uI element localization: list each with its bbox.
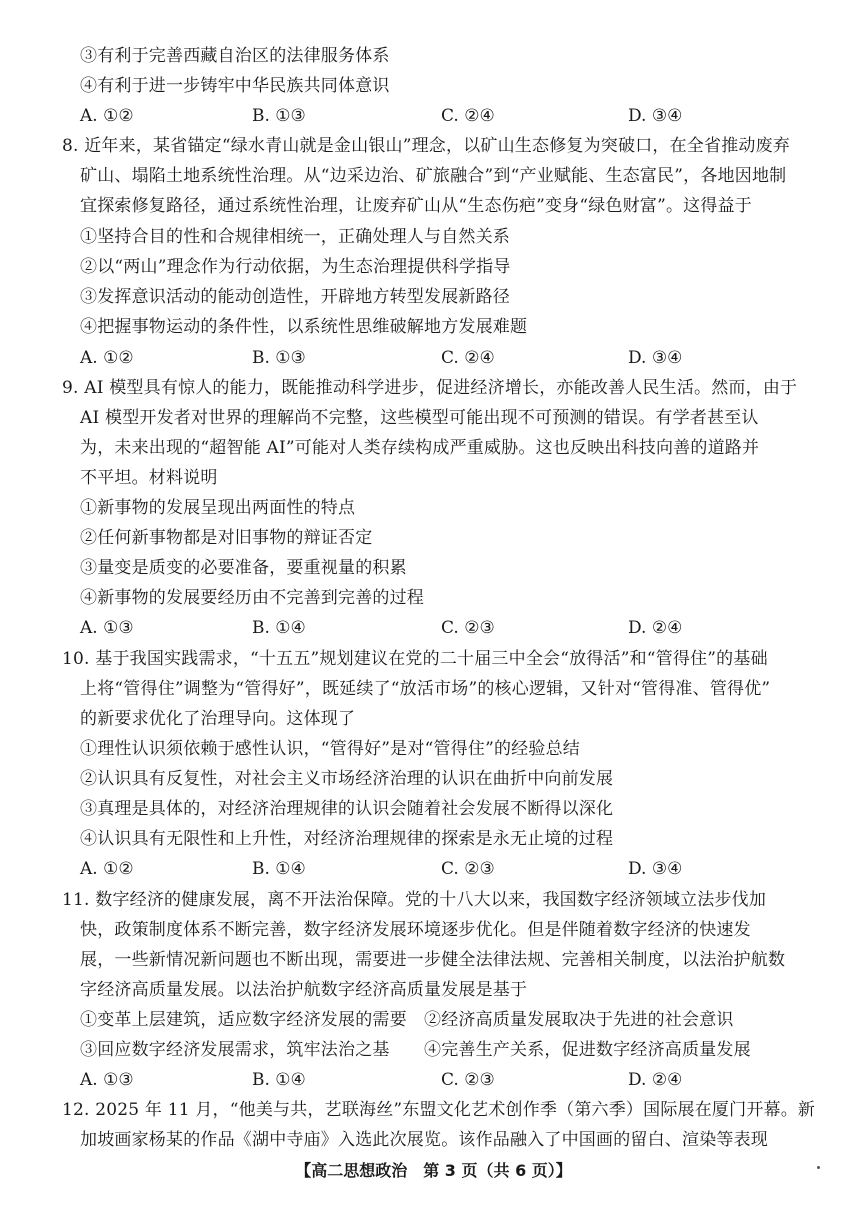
choice-b: B. ①③ bbox=[252, 106, 306, 126]
question-8-stem: 宜探索修复路径，通过系统性治理，让废弃矿山从“生态伤疤”变身“绿色财富”。这得益于 bbox=[80, 196, 752, 216]
choice-a: A. ①② bbox=[80, 348, 134, 368]
option-line: ②认识具有反复性，对社会主义市场经济治理的认识在曲折中向前发展 bbox=[80, 769, 614, 789]
choice-d: D. ③④ bbox=[628, 348, 683, 368]
question-11-stem: 展，一些新情况新问题也不断出现，需要进一步健全法律法规、完善相关制度，以法治护航数 bbox=[80, 950, 786, 970]
question-9-stem: 为，未来出现的“超智能 AI”可能对人类存续构成严重威胁。这也反映出科技向善的道路并 bbox=[80, 438, 760, 458]
choice-c: C. ②④ bbox=[441, 348, 495, 368]
option-line: ④有利于进一步铸牢中华民族共同体意识 bbox=[80, 76, 390, 96]
choice-b: B. ①④ bbox=[252, 859, 306, 879]
option-line: ③回应数字经济发展需求，筑牢法治之基 ④完善生产关系，促进数字经济高质量发展 bbox=[80, 1040, 751, 1060]
choice-c: C. ②③ bbox=[441, 618, 495, 638]
choices-q11 bbox=[80, 1069, 800, 1091]
scan-dot bbox=[817, 1166, 820, 1169]
question-10-stem: 上将“管得住”调整为“管得好”，既延续了“放活市场”的核心逻辑，又针对“管得准、管得优” bbox=[80, 679, 771, 699]
choice-a: A. ①② bbox=[80, 106, 134, 126]
question-11-stem: 快，政策制度体系不断完善，数字经济发展环境逐步优化。但是伴随着数字经济的快速发 bbox=[80, 920, 751, 940]
choice-c: C. ②③ bbox=[441, 859, 495, 879]
option-line: ④新事物的发展要经历由不完善到完善的过程 bbox=[80, 588, 424, 608]
question-11-stem: 字经济高质量发展。以法治护航数字经济高质量发展是基于 bbox=[80, 980, 528, 1000]
option-line: ①变革上层建筑，适应数字经济发展的需要 ②经济高质量发展取决于先进的社会意识 bbox=[80, 1010, 734, 1030]
choice-c: C. ②④ bbox=[441, 106, 495, 126]
question-12-stem: 12. 2025 年 11 月，“他美与共，艺联海丝”东盟文化艺术创作季（第六季）国际展在厦门开幕。新 bbox=[62, 1100, 816, 1120]
choice-a: A. ①③ bbox=[80, 618, 134, 638]
choice-b: B. ①④ bbox=[252, 618, 306, 638]
choice-a: A. ①② bbox=[80, 859, 134, 879]
question-10-stem: 10. 基于我国实践需求，“十五五”规划建议在党的二十届三中全会“放得活”和“管得住”的基础 bbox=[62, 649, 768, 669]
option-line: ①理性认识须依赖于感性认识，“管得好”是对“管得住”的经验总结 bbox=[80, 739, 580, 759]
choices-q7 bbox=[80, 105, 800, 127]
option-line: ④认识具有无限性和上升性，对经济治理规律的探索是永无止境的过程 bbox=[80, 829, 614, 849]
choice-d: D. ③④ bbox=[628, 859, 683, 879]
choices-q8 bbox=[80, 347, 800, 369]
choice-a: A. ①③ bbox=[80, 1070, 134, 1090]
question-11-stem: 11. 数字经济的健康发展，离不开法治保障。党的十八大以来，我国数字经济领域立法步伐加 bbox=[62, 890, 767, 910]
question-8-stem: 矿山、塌陷土地系统性治理。从“边采边治、矿旅融合”到“产业赋能、生态富民”，各地因地制 bbox=[80, 166, 787, 186]
option-line: ②任何新事物都是对旧事物的辩证否定 bbox=[80, 528, 373, 548]
choices-q10 bbox=[80, 858, 800, 880]
choice-b: B. ①③ bbox=[252, 348, 306, 368]
choice-d: D. ③④ bbox=[628, 106, 683, 126]
question-9-stem: 9. AI 模型具有惊人的能力，既能推动科学进步，促进经济增长，亦能改善人民生活。然而，由于 bbox=[62, 378, 798, 398]
option-line: ②以“两山”理念作为行动依据，为生态治理提供科学指导 bbox=[80, 257, 511, 277]
choices-q9 bbox=[80, 617, 800, 639]
question-9-stem: 不平坦。材料说明 bbox=[80, 468, 218, 488]
option-line: ③量变是质变的必要准备，要重视量的积累 bbox=[80, 558, 407, 578]
choice-d: D. ②④ bbox=[628, 618, 683, 638]
question-8-stem: 8. 近年来，某省锚定“绿水青山就是金山银山”理念，以矿山生态修复为突破口，在全省推动废弃 bbox=[62, 136, 791, 156]
question-9-stem: AI 模型开发者对世界的理解尚不完整，这些模型可能出现不可预测的错误。有学者甚至认 bbox=[80, 408, 759, 428]
option-line: ③真理是具体的，对经济治理规律的认识会随着社会发展不断得以深化 bbox=[80, 799, 614, 819]
choice-b: B. ①④ bbox=[252, 1070, 306, 1090]
choice-c: C. ②③ bbox=[441, 1070, 495, 1090]
option-line: ①坚持合目的性和合规律相统一，正确处理人与自然关系 bbox=[80, 227, 510, 247]
option-line: ①新事物的发展呈现出两面性的特点 bbox=[80, 498, 356, 518]
option-line: ③有利于完善西藏自治区的法律服务体系 bbox=[80, 46, 390, 66]
page-footer: 【高二思想政治 第 3 页（共 6 页）】 bbox=[295, 1161, 572, 1180]
question-12-stem: 加坡画家杨某的作品《湖中寺庙》入选此次展览。该作品融入了中国画的留白、渲染等表现 bbox=[80, 1130, 768, 1150]
choice-d: D. ②④ bbox=[628, 1070, 683, 1090]
question-10-stem: 的新要求优化了治理导向。这体现了 bbox=[80, 709, 356, 729]
option-line: ④把握事物运动的条件性，以系统性思维破解地方发展难题 bbox=[80, 317, 528, 337]
option-line: ③发挥意识活动的能动创造性，开辟地方转型发展新路径 bbox=[80, 287, 510, 307]
